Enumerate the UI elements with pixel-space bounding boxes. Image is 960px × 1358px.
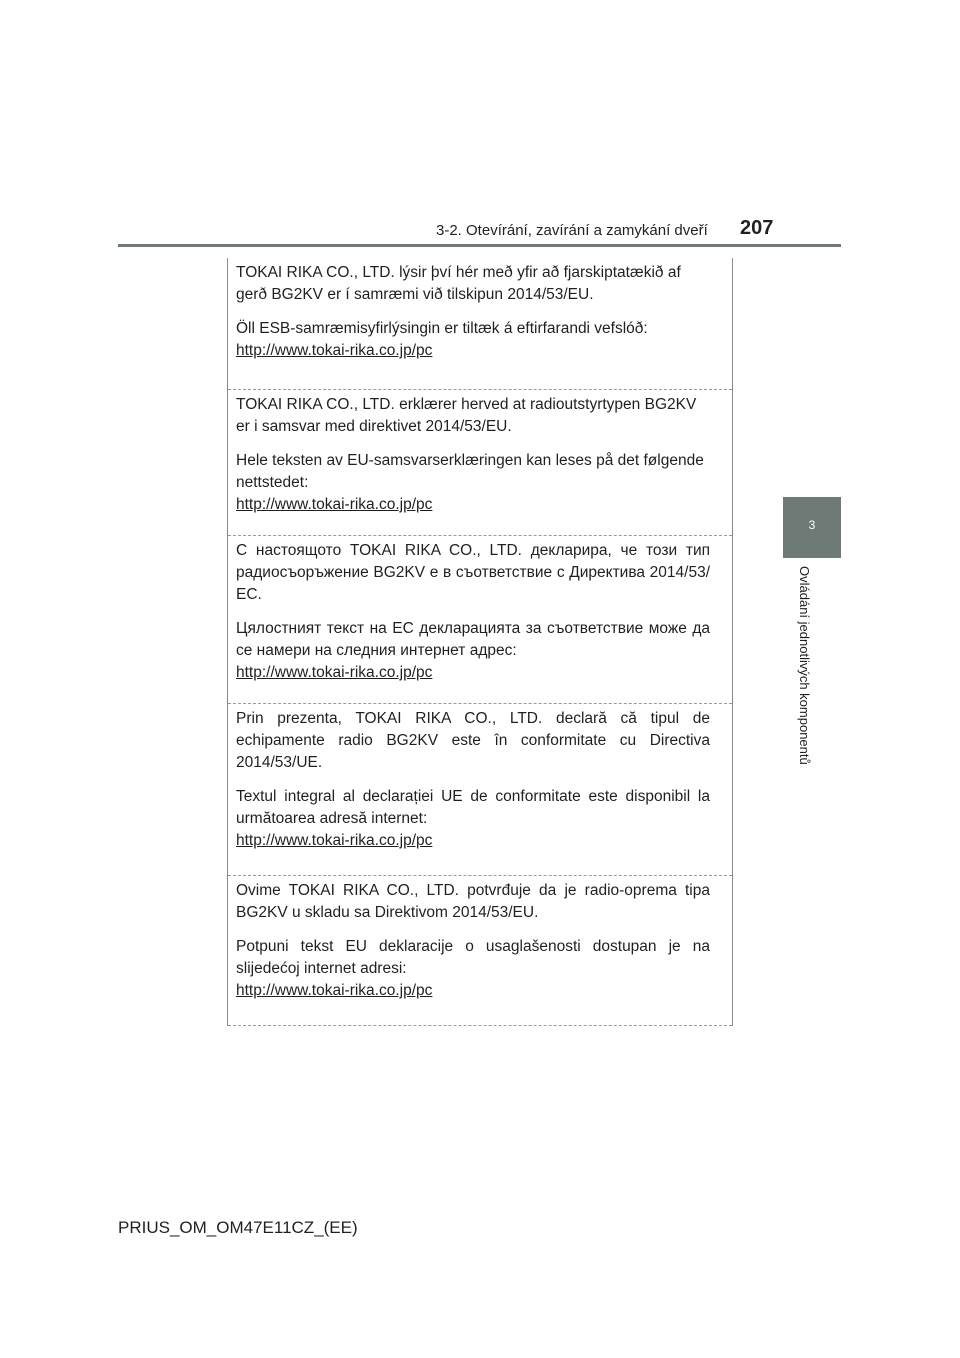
availability-text: Hele teksten av EU-samsvarserklæringen kan leses på det følgende nettstedet: bbox=[236, 452, 704, 491]
declaration-url-link[interactable]: http://www.tokai-rika.co.jp/pc bbox=[236, 664, 433, 681]
declaration-statement: Ovime TOKAI RIKA CO., LTD. potvrđuje da je radio-oprema tipa BG2KV u skladu sa Direktivom 2014/53/EU. bbox=[236, 882, 710, 921]
page-number: 207 bbox=[740, 217, 774, 239]
declaration-availability bbox=[236, 450, 710, 516]
section-heading: 3-2. Otevírání, zavírání a zamykání dveří bbox=[436, 222, 708, 239]
availability-text: Textul integral al declarației UE de conformitate este disponibil la următoarea adresă internet: bbox=[236, 788, 710, 827]
declaration-norwegian bbox=[228, 394, 732, 536]
chapter-tab-label: Ovládání jednotlivých komponentů bbox=[797, 566, 812, 765]
declarations-box bbox=[227, 258, 733, 1026]
document-code: PRIUS_OM_OM47E11CZ_(EE) bbox=[118, 1218, 358, 1237]
chapter-tab: 3 bbox=[783, 497, 841, 558]
declaration-icelandic bbox=[228, 262, 732, 390]
declaration-bulgarian bbox=[228, 540, 732, 704]
declaration-statement: Prin prezenta, TOKAI RIKA CO., LTD. declară că tipul de echipamente radio BG2KV este în conformitate cu Directiva 2014/53/UE. bbox=[236, 710, 710, 771]
availability-text: Цялостният текст на ЕС декларацията за съответствие може да се намери на следния интернет адрес: bbox=[236, 620, 710, 659]
declaration-url-link[interactable]: http://www.tokai-rika.co.jp/pc bbox=[236, 496, 433, 513]
header-divider bbox=[118, 244, 841, 247]
availability-text: Öll ESB-samræmisyfirlýsingin er tiltæk á eftirfarandi vefslóð: bbox=[236, 320, 648, 337]
declaration-statement: TOKAI RIKA CO., LTD. erklærer herved at radioutstyrtypen BG2KV er i samsvar med direktivet 2014/53/EU. bbox=[236, 396, 697, 435]
declaration-croatian bbox=[228, 880, 732, 1026]
declaration-availability bbox=[236, 936, 710, 1002]
declaration-url-link[interactable]: http://www.tokai-rika.co.jp/pc bbox=[236, 832, 433, 849]
declaration-availability bbox=[236, 618, 710, 684]
declaration-url-link[interactable]: http://www.tokai-rika.co.jp/pc bbox=[236, 982, 433, 999]
declaration-availability bbox=[236, 786, 710, 852]
declaration-statement: С настоящото TOKAI RIKA CO., LTD. декларира, че този тип радиосъоръжение BG2KV е в съответствие с Директива 2014/53/ЕС. bbox=[236, 542, 710, 603]
declaration-romanian bbox=[228, 708, 732, 876]
declaration-statement: TOKAI RIKA CO., LTD. lýsir því hér með yfir að fjarskiptatækið af gerð BG2KV er í samræmi við tilskipun 2014/53/EU. bbox=[236, 264, 681, 303]
declaration-url-link[interactable]: http://www.tokai-rika.co.jp/pc bbox=[236, 342, 433, 359]
availability-text: Potpuni tekst EU deklaracije o usaglašenosti dostupan je na slijedećoj internet adresi: bbox=[236, 938, 710, 977]
declaration-availability bbox=[236, 318, 710, 362]
